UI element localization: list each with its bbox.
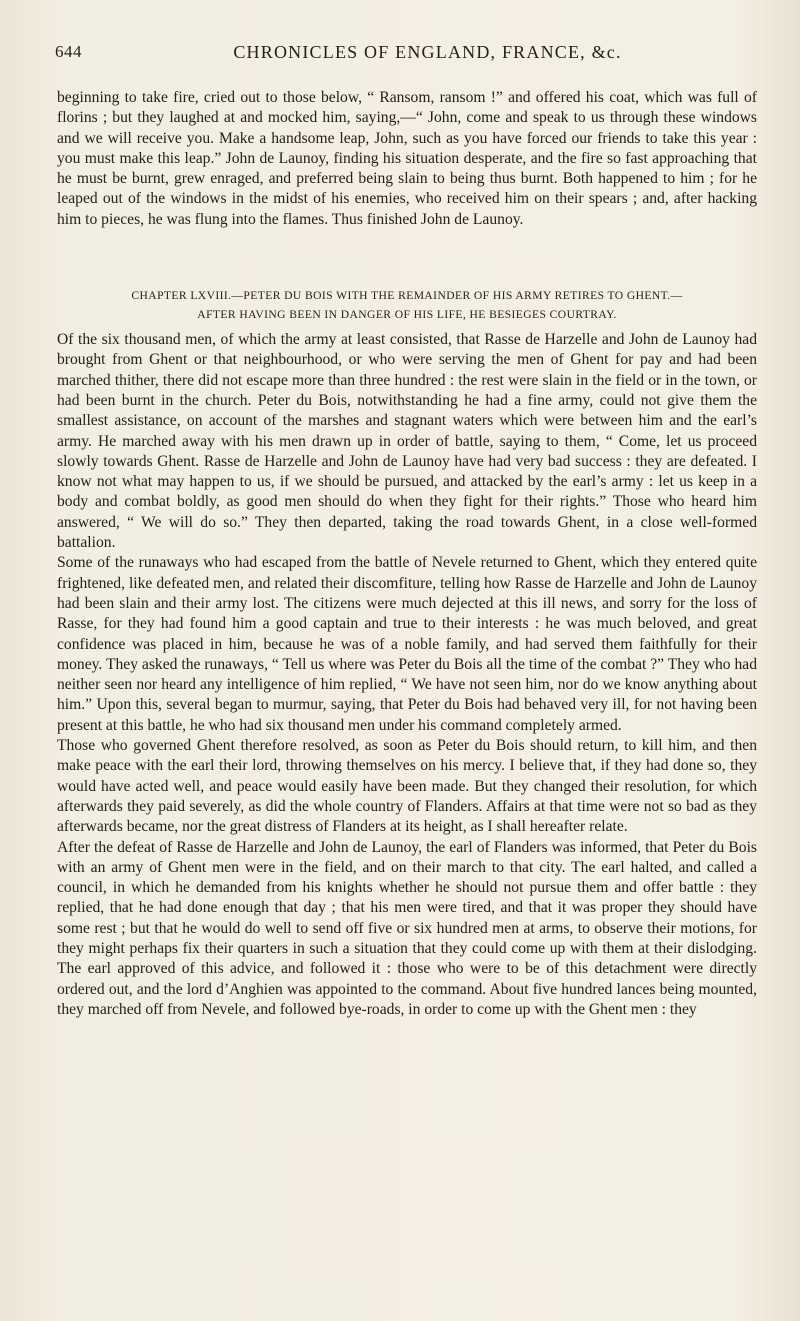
page-number: 644 [55, 42, 82, 61]
paragraph-1: Of the six thousand men, of which the army at least consisted, that Rasse de Harzelle and John de Launoy had brought from Ghent or that neighbourhood, or who were serving the men of Ghent for pay and had been marched thither, there did not escape more than three hundred : the rest were slain in the field or in the town, or had been burnt in the church. Peter du Bois, notwithstanding he had a fine army, could not give them the smallest assistance, on account of the marshes and stagnant waters which were between him and the earl’s army. He marched away with his men drawn up in order of battle, saying to them, “ Come, let us proceed slowly towards Ghent. Rasse de Harzelle and John de Launoy have had very bad success : they are defeated. I know not what may happen to us, if we should be pursued, and attacked by the earl’s army : let us keep in a body and combat boldly, as good men should do when they fight for their rights.” Those who heard him answered, “ We will do so.” They then departed, taking the road towards Ghent, in a close well-formed battalion. [57, 331, 757, 552]
paragraph-2: Some of the runaways who had escaped from the battle of Nevele returned to Ghent, which they entered quite frightened, like defeated men, and related their discomfiture, telling how Rasse de Harzelle and John de Launoy had been slain and their army lost. The citizens were much dejected at this ill news, and sorry for the loss of Rasse, for they had found him a good captain and true to their interests : he was much beloved, and great confidence was placed in him, because he was of a noble family, and had served them faithfully for their money. They asked the runaways, “ Tell us where was Peter du Bois all the time of the combat ?” They who had neither seen nor heard any intelligence of him replied, “ We have not seen him, nor do we know anything about him.” Upon this, several began to murmur, saying, that Peter du Bois had behaved very ill, for not having been present at this battle, he who had six thousand men under his command completely armed. [57, 554, 757, 734]
opening-paragraph: beginning to take fire, cried out to those below, “ Ransom, ransom !” and offered his coat, which was full of florins ; but they laughed at and mocked him, saying,—“ John, come and speak to us through these windows and we will receive you. Make a handsome leap, John, such as you have forced our friends to take this year : you must make this leap.” John de Launoy, finding his situation desperate, and the fire so fast approaching that he must be burnt, grew enraged, and preferred being slain to being thus burnt. Both happened to him ; for he leaped out of the windows in the midst of his enemies, who received him on their spears ; and, after hacking him to pieces, he was flung into the flames. Thus finished John de Launoy. [57, 89, 757, 228]
chapter-heading-line-2: AFTER HAVING BEEN IN DANGER OF HIS LIFE, HE BESIEGES COURTRAY. [197, 308, 617, 322]
chapter-heading [57, 286, 757, 324]
running-title: CHRONICLES OF ENGLAND, FRANCE, &c. [233, 42, 622, 62]
running-head [55, 42, 760, 72]
chapter-heading-line-1: CHAPTER LXVIII.—PETER DU BOIS WITH THE REMAINDER OF HIS ARMY RETIRES TO GHENT.— [131, 289, 683, 303]
page-body [57, 88, 757, 1020]
paragraph-4: After the defeat of Rasse de Harzelle and John de Launoy, the earl of Flanders was informed, that Peter du Bois with an army of Ghent men were in the field, and on their march to that city. The earl halted, and called a council, in which he demanded from his knights whether he should not pursue them and offer battle : they replied, that he had done enough that day ; that his men were tired, and that it was proper they should have some rest ; but that he would do well to send off five or six hundred men at arms, to observe their motions, for they might perhaps fix their quarters in such a situation that they could come up with them at their dislodging. The earl approved of this advice, and followed it : those who were to be of this detachment were directly ordered out, and the lord d’Anghien was appointed to the command. About five hundred lances being mounted, they marched off from Nevele, and followed bye-roads, in order to come up with the Ghent men : they [57, 838, 757, 1018]
paragraph-3: Those who governed Ghent therefore resolved, as soon as Peter du Bois should return, to kill him, and then make peace with the earl their lord, throwing themselves on his mercy. I believe that, if they had done so, they would have acted well, and peace would easily have been made. But they changed their resolution, for which afterwards they paid severely, as did the whole country of Flanders. Affairs at that time were not so bad as they afterwards became, nor the great distress of Flanders at its height, as I shall hereafter relate. [57, 737, 757, 836]
